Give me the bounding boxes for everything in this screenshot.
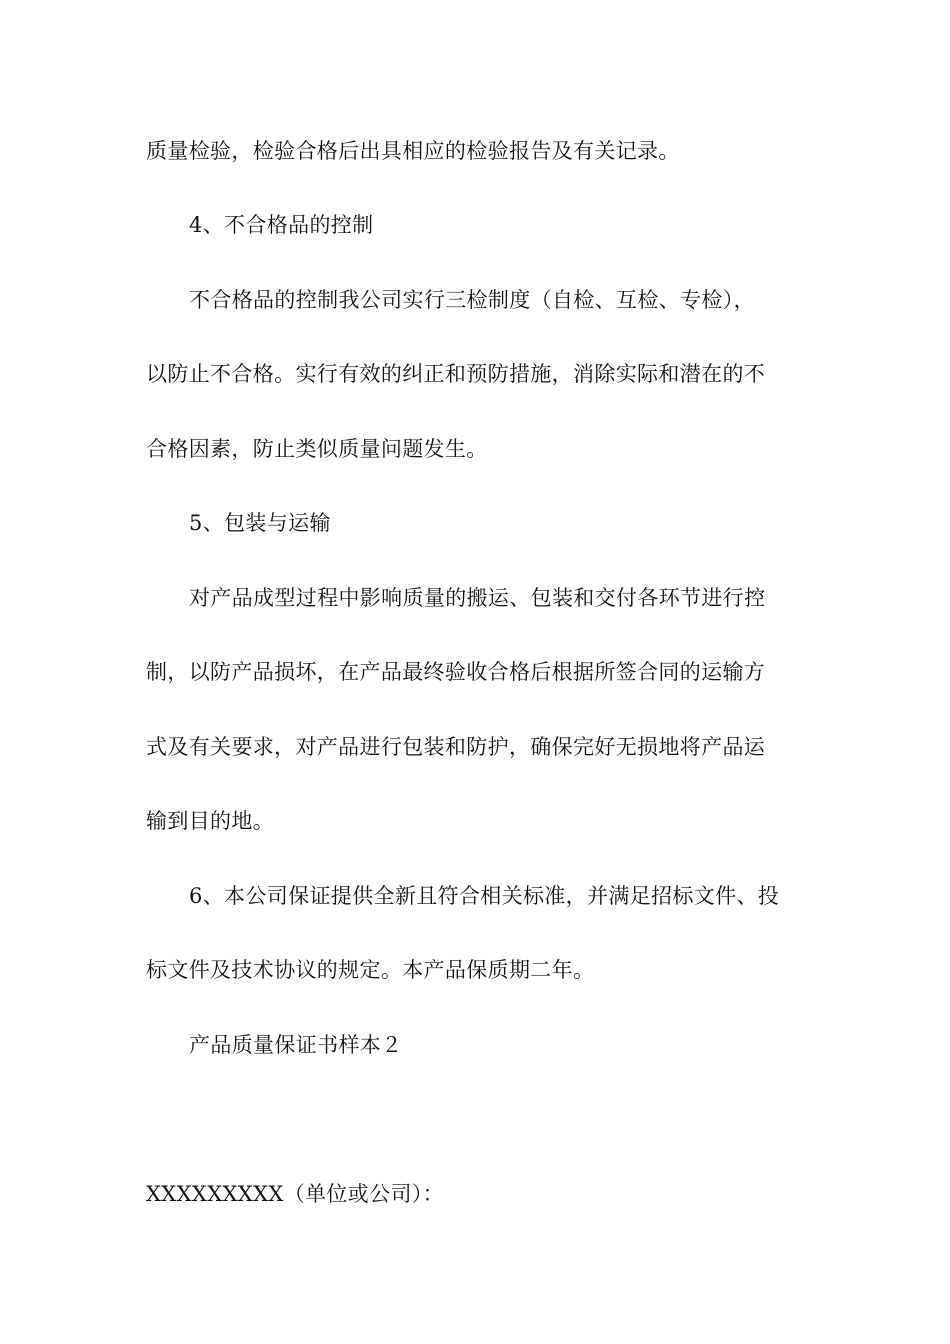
paragraph-line: 式及有关要求，对产品进行包装和防护，确保完好无损地将产品运 (146, 735, 766, 759)
paragraph-line: 合格因素，防止类似质量问题发生。 (146, 437, 488, 461)
sample-heading: 产品质量保证书样本２ (189, 1033, 403, 1057)
paragraph-line: 不合格品的控制我公司实行三检制度（自检、互检、专检）， (189, 288, 755, 312)
paragraph-line: 标文件及技术协议的规定。本产品保质期二年。 (146, 958, 595, 982)
paragraph-line: 输到目的地。 (146, 809, 275, 833)
paragraph-line: 制，以防产品损坏，在产品最终验收合格后根据所签合同的运输方 (146, 660, 766, 684)
section-heading-5: 5、包装与运输 (189, 511, 331, 535)
paragraph-line: 对产品成型过程中影响质量的搬运、包装和交付各环节进行控 (189, 586, 766, 610)
addressee-line: XXXXXXXXX（单位或公司）： (146, 1182, 445, 1206)
section-heading-4: 4、不合格品的控制 (189, 213, 374, 237)
paragraph-line: 以防止不合格。实行有效的纠正和预防措施，消除实际和潜在的不 (146, 362, 766, 386)
paragraph-line: 6、本公司保证提供全新且符合相关标准，并满足招标文件、投 (189, 884, 780, 908)
paragraph-line: 质量检验，检验合格后出具相应的检验报告及有关记录。 (146, 139, 680, 163)
